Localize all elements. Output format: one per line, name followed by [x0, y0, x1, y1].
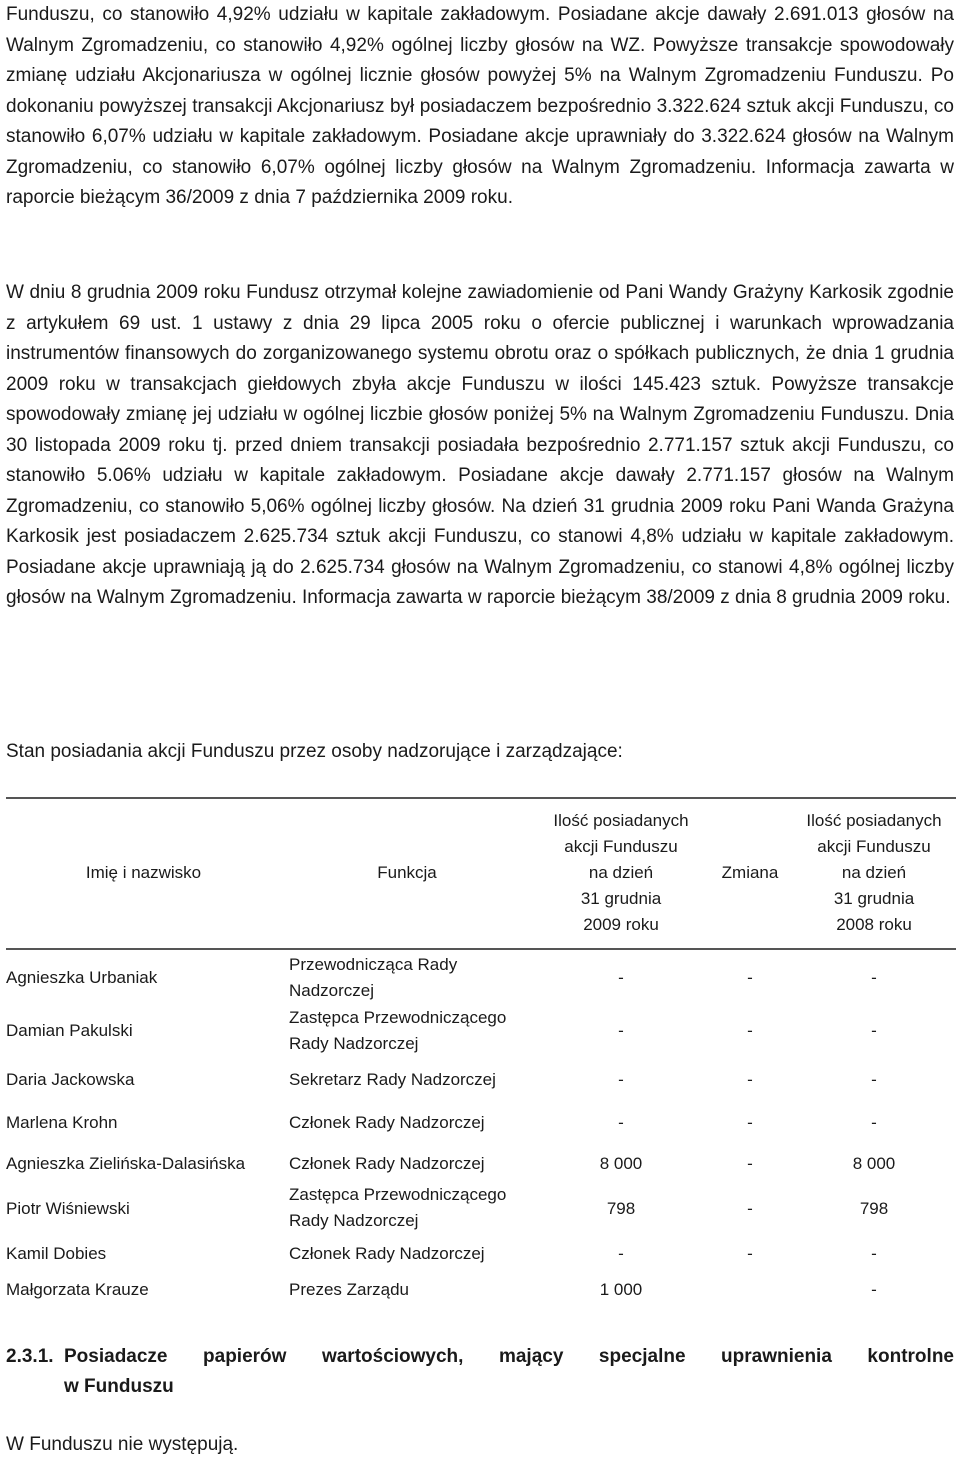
table-cell-change: -	[747, 968, 753, 987]
paragraph-karkosik-notification: W dniu 8 grudnia 2009 roku Fundusz otrzymał kolejne zawiadomienie od Pani Wandy Grażyny Karkosik zgodnie z artykułem 69 ust. 1 ustawy z dnia 29 lipca 2005 roku o ofercie publicznej i warunkach wprowadzania instrumentów finansowych do zorganizowanego systemu obrotu oraz o spółkach publicznych, że dnia 1 grudnia 2009 roku w transakcjach giełdowych zbyła akcje Funduszu w ilości 145.423 sztuk. Powyższe transakcje spowodowały zmianę jej udziału w ogólnej liczbie głosów poniżej 5% na Walnym Zgromadzeniu Funduszu. Dnia 30 listopada 2009 roku tj. przed dniem transakcji posiadała bezpośrednio 2.771.157 sztuk akcji Funduszu, co stanowiło 5.06% udziału w kapitale zakładowym. Posiadane akcje dawały 2.771.157 głosów na Walnym Zgromadzeniu, co stanowiło 5,06% ogólnej liczby głosów. Na dzień 31 grudnia 2009 roku Pani Wanda Grażyna Karkosik jest posiadaczem 2.625.734 sztuk akcji Funduszu, co stanowi 4,8% udziału w kapitale zakładowym. Posiadane akcje uprawniają ją do 2.625.734 głosów na Walnym Zgromadzeniu, co stanowi 4,8% ogólnej liczby głosów na Walnym Zgromadzeniu. Informacja zawarta w raporcie bieżącym 38/2009 z dnia 8 grudnia 2009 roku.	[6, 282, 954, 608]
function-line: Prezes Zarządu	[289, 1280, 409, 1299]
table-cell-shares-2009: -	[618, 1021, 624, 1040]
table-header-line: 2008 roku	[836, 915, 912, 934]
table-cell-shares-2008: 8 000	[852, 1154, 896, 1173]
section-number: 2.3.1.	[6, 1346, 54, 1367]
table-header-line: 2009 roku	[583, 915, 659, 934]
table-header-shares-2009	[533, 808, 709, 938]
table-cell-name: Daria Jackowska	[6, 1070, 135, 1089]
table-header-line: akcji Funduszu	[564, 837, 678, 856]
table-cell-name: Damian Pakulski	[6, 1021, 133, 1040]
table-cell-function	[289, 1005, 531, 1057]
table-cell-shares-2008: -	[871, 1021, 877, 1040]
function-line: Rady Nadzorczej	[289, 1034, 419, 1053]
table-cell-shares-2009: 1 000	[599, 1280, 643, 1299]
table-cell-shares-2009: -	[618, 1244, 624, 1263]
table-header-line: 31 grudnia	[833, 889, 915, 908]
table-cell-shares-2008: -	[871, 1244, 877, 1263]
table-cell-function	[289, 1241, 531, 1267]
table-cell-shares-2008: -	[871, 1280, 877, 1299]
table-cell-change: -	[747, 1021, 753, 1040]
shareholding-table-heading: Stan posiadania akcji Funduszu przez osoby nadzorujące i zarządzające:	[6, 741, 623, 762]
section-title-text: Posiadacze papierów wartościowych, mający specjalne uprawnienia kontrolne	[64, 1346, 954, 1367]
table-cell-name: Małgorzata Krauze	[6, 1280, 149, 1299]
table-cell-change: -	[747, 1244, 753, 1263]
table-header-name: Imię i nazwisko	[85, 863, 202, 882]
table-cell-shares-2009: -	[618, 968, 624, 987]
table-cell-function	[289, 1182, 531, 1234]
function-line: Nadzorczej	[289, 981, 375, 1000]
function-line: Członek Rady Nadzorczej	[289, 1113, 485, 1132]
table-cell-shares-2008: 798	[859, 1199, 889, 1218]
table-cell-change: -	[747, 1154, 753, 1173]
table-cell-shares-2008: -	[871, 1113, 877, 1132]
table-header-line: na dzień	[588, 863, 654, 882]
table-header-line: Ilość posiadanych	[553, 811, 689, 830]
table-header-line: na dzień	[841, 863, 907, 882]
table-header-line: akcji Funduszu	[817, 837, 931, 856]
function-line: Zastępca Przewodniczącego	[289, 1008, 507, 1027]
table-cell-change: -	[747, 1199, 753, 1218]
table-cell-shares-2008: -	[871, 1070, 877, 1089]
function-line: Przewodnicząca Rady	[289, 955, 458, 974]
table-cell-shares-2009: 798	[606, 1199, 636, 1218]
paragraph-karkosik-transaction-1: Funduszu, co stanowiło 4,92% udziału w kapitale zakładowym. Posiadane akcje dawały 2.691.013 głosów na Walnym Zgromadzeniu, co stanowiło 4,92% ogólnej liczby głosów na WZ. Powyższe transakcje spowodowały zmianę udziału Akcjonariusza w ogólnej licznie głosów powyżej 5% na Walnym Zgromadzeniu Funduszu. Po dokonaniu powyższej transakcji Akcjonariusz był posiadaczem bezpośrednio 3.322.624 sztuk akcji Funduszu, co stanowiło 6,07% udziału w kapitale zakładowym. Posiadane akcje uprawniały do 3.322.624 głosów na Walnym Zgromadzeniu, co stanowiło 6,07% ogólnej liczby głosów na Walnym Zgromadzeniu. Informacja zawarta w raporcie bieżącym 36/2009 z dnia 7 października 2009 roku.	[6, 4, 954, 208]
table-header-line: 31 grudnia	[580, 889, 662, 908]
table-cell-function	[289, 1110, 531, 1136]
table-cell-name: Marlena Krohn	[6, 1113, 118, 1132]
table-cell-function	[289, 1067, 531, 1093]
table-cell-function	[289, 952, 531, 1004]
table-header-shares-2008	[791, 808, 957, 938]
function-line: Członek Rady Nadzorczej	[289, 1244, 485, 1263]
table-cell-name: Kamil Dobies	[6, 1244, 107, 1263]
table-top-border	[6, 797, 956, 799]
function-line: Członek Rady Nadzorczej	[289, 1154, 485, 1173]
function-line: Sekretarz Rady Nadzorczej	[289, 1070, 496, 1089]
table-cell-name: Agnieszka Zielińska-Dalasińska	[6, 1154, 246, 1173]
table-header-border	[6, 948, 956, 950]
function-line: Zastępca Przewodniczącego	[289, 1185, 507, 1204]
table-cell-change: -	[747, 1113, 753, 1132]
table-cell-name: Agnieszka Urbaniak	[6, 968, 158, 987]
section-title-continuation: w Funduszu	[64, 1376, 174, 1397]
table-cell-shares-2008: -	[871, 968, 877, 987]
table-cell-function	[289, 1277, 531, 1303]
closing-statement: W Funduszu nie występują.	[6, 1434, 239, 1455]
table-cell-name: Piotr Wiśniewski	[6, 1199, 130, 1218]
function-line: Rady Nadzorczej	[289, 1211, 419, 1230]
table-cell-shares-2009: -	[618, 1113, 624, 1132]
table-cell-function	[289, 1151, 531, 1177]
section-heading-line	[6, 1342, 954, 1372]
table-cell-shares-2009: -	[618, 1070, 624, 1089]
table-header-function: Funkcja	[377, 863, 437, 882]
table-cell-change: -	[747, 1070, 753, 1089]
table-cell-shares-2009: 8 000	[599, 1154, 643, 1173]
table-header-change: Zmiana	[721, 863, 779, 882]
section-heading	[6, 1342, 954, 1402]
table-header-line: Ilość posiadanych	[806, 811, 942, 830]
